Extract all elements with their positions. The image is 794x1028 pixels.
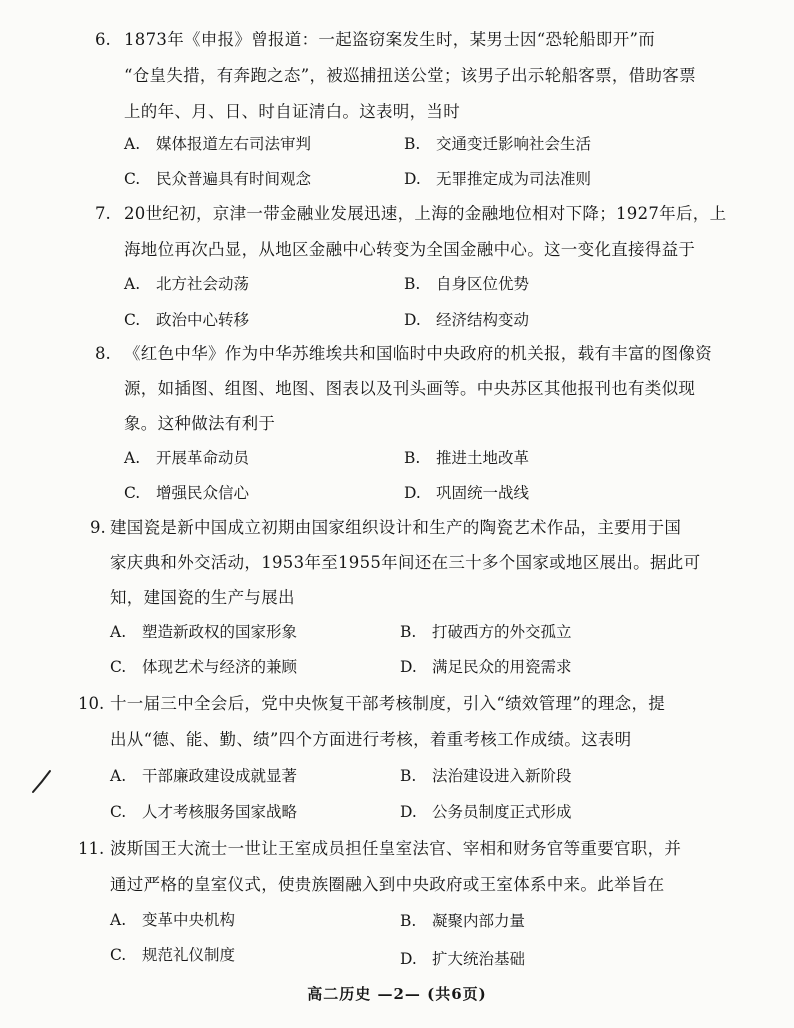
option-b: B. 法治建设进入新阶段 bbox=[400, 767, 572, 785]
option-d: D. 无罪推定成为司法准则 bbox=[404, 170, 592, 188]
question-number: 7. bbox=[95, 204, 111, 223]
option-c: C. 政治中心转移 bbox=[124, 311, 250, 329]
question-stem-line: 源，如插图、组图、地图、图表以及刊头画等。中央苏区其他报刊也有类似现 bbox=[124, 379, 696, 398]
question-stem-line: 知，建国瓷的生产与展出 bbox=[110, 588, 295, 607]
question-number: 8. bbox=[95, 344, 111, 363]
option-b: B. 打破西方的外交孤立 bbox=[400, 623, 572, 641]
question-stem-line: 家庆典和外交活动，1953年至1955年间还在三十多个国家或地区展出。据此可 bbox=[110, 553, 701, 572]
option-c: C. 体现艺术与经济的兼顾 bbox=[110, 658, 298, 676]
question-stem-line: 1873年《申报》曾报道：一起盗窃案发生时，某男士因“恐轮船即开”而 bbox=[124, 30, 656, 49]
option-d: D. 扩大统治基础 bbox=[400, 950, 526, 968]
option-a: A. 塑造新政权的国家形象 bbox=[110, 623, 298, 641]
question-number: 6. bbox=[95, 30, 111, 49]
question-number: 11. bbox=[78, 839, 105, 858]
question-stem-line: 上的年、月、日、时自证清白。这表明，当时 bbox=[124, 102, 460, 121]
option-b: B. 交通变迁影响社会生活 bbox=[404, 135, 592, 153]
option-a: A. 北方社会动荡 bbox=[124, 275, 250, 293]
option-b: B. 凝聚内部力量 bbox=[400, 912, 526, 930]
question-stem-line: 海地位再次凸显，从地区金融中心转变为全国金融中心。这一变化直接得益于 bbox=[124, 240, 696, 259]
option-b: B. 自身区位优势 bbox=[404, 275, 530, 293]
page-footer: 高二历史 —2— (共6页) bbox=[307, 985, 487, 1003]
question-number: 9. bbox=[90, 518, 106, 537]
option-a: A. 媒体报道左右司法审判 bbox=[124, 135, 312, 153]
option-b: B. 推进土地改革 bbox=[404, 449, 530, 467]
question-stem-line: 通过严格的皇室仪式，使贵族圈融入到中央政府或王室体系中来。此举旨在 bbox=[110, 875, 665, 894]
option-d: D. 公务员制度正式形成 bbox=[400, 803, 572, 821]
option-c: C. 人才考核服务国家战略 bbox=[110, 803, 298, 821]
option-c: C. 增强民众信心 bbox=[124, 484, 250, 502]
question-stem-line: 《红色中华》作为中华苏维埃共和国临时中央政府的机关报，载有丰富的图像资 bbox=[124, 344, 712, 363]
question-stem-line: 波斯国王大流士一世让王室成员担任皇室法官、宰相和财务官等重要官职，并 bbox=[110, 839, 682, 858]
question-stem-line: 建国瓷是新中国成立初期由国家组织设计和生产的陶瓷艺术作品，主要用于国 bbox=[110, 518, 682, 537]
option-d: D. 满足民众的用瓷需求 bbox=[400, 658, 572, 676]
option-c: C. 规范礼仪制度 bbox=[110, 946, 236, 964]
question-number: 10. bbox=[78, 694, 105, 713]
question-stem-line: 出从“德、能、勤、绩”四个方面进行考核，着重考核工作成绩。这表明 bbox=[110, 730, 632, 749]
option-a: A. 开展革命动员 bbox=[124, 449, 250, 467]
option-a: A. 变革中央机构 bbox=[110, 911, 236, 929]
question-stem-line: 象。这种做法有利于 bbox=[124, 414, 276, 433]
option-a: A. 干部廉政建设成就显著 bbox=[110, 767, 298, 785]
question-stem-line: 十一届三中全会后，党中央恢复干部考核制度，引入“绩效管理”的理念，提 bbox=[110, 694, 666, 713]
option-c: C. 民众普遍具有时间观念 bbox=[124, 170, 312, 188]
question-stem-line: 20世纪初，京津一带金融业发展迅速，上海的金融地位相对下降；1927年后，上 bbox=[124, 204, 727, 223]
option-d: D. 经济结构变动 bbox=[404, 311, 530, 329]
pen-mark bbox=[30, 768, 54, 796]
question-stem-line: “仓皇失措，有奔跑之态”，被巡捕扭送公堂；该男子出示轮船客票，借助客票 bbox=[124, 66, 696, 85]
option-d: D. 巩固统一战线 bbox=[404, 484, 530, 502]
